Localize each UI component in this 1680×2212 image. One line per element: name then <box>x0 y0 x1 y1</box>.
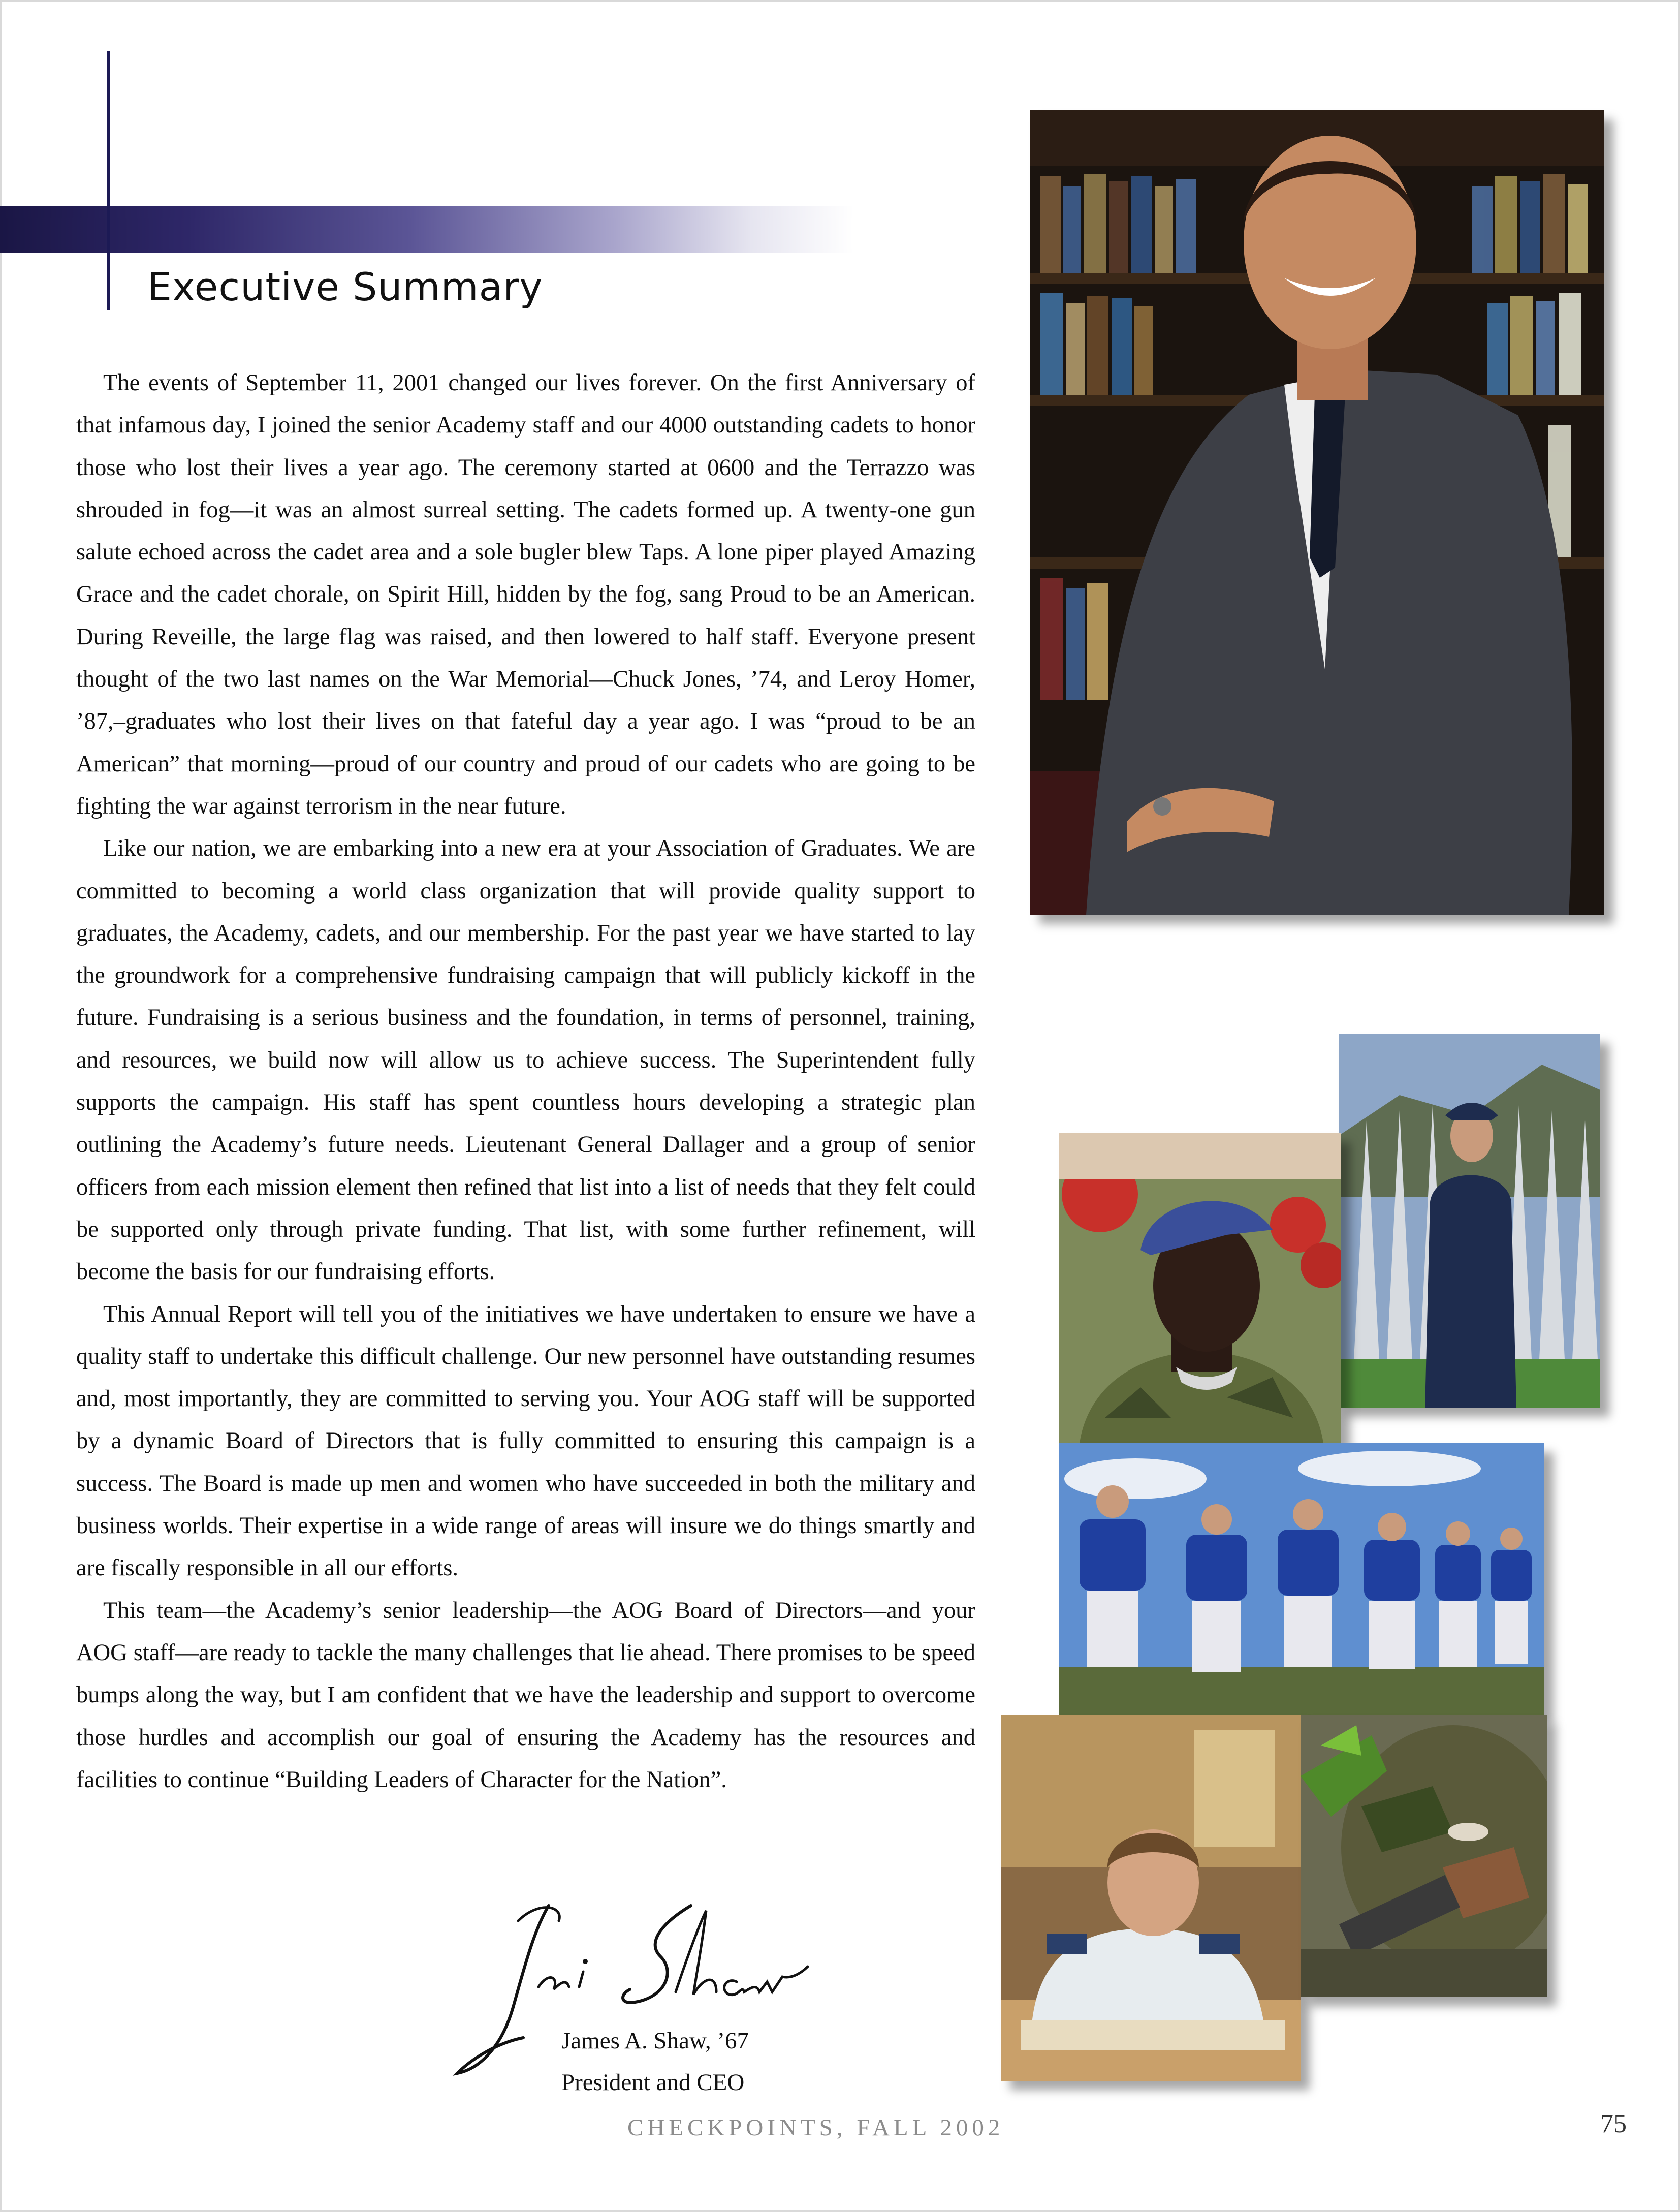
portrait-photo <box>1030 110 1604 915</box>
photo-football-team <box>1059 1443 1544 1715</box>
footer-publication: CHECKPOINTS, FALL 2002 <box>627 2114 1004 2141</box>
paragraph-3: This Annual Report will tell you of the initiatives we have undertaken to ensure we have a quality staff to undertake this difficult challenge. Our new personnel have outstanding resumes and, most importantly, they are committed to serving you. Your AOG staff will be supported by a dynamic Board of Directors that is fully committed to ensuring this campaign is a success. The Board is made up men and women who have succeeded in both the military and business worlds. Their expertise in a wide range of areas will insure we do things smartly and are fiscally responsible in all our efforts. <box>76 1301 975 1581</box>
page-title: Executive Summary <box>147 264 543 309</box>
photo-officer-chapel <box>1339 1034 1600 1408</box>
paragraph-4: This team—the Academy’s senior leadership—the AOG Board of Directors—and your AOG staff—are ready to tackle the many challenges that lie ahead. There promises to be speed bumps along the way, but I am confident that we have the leadership and support to overcome those hurdles and accomplish our goal of ensuring the Academy has the resources and facilities to continue “Building Leaders of Character for the Nation”. <box>76 1597 975 1793</box>
signer-title: President and CEO <box>561 2069 745 2096</box>
signer-block <box>561 2020 749 2103</box>
signer-name: James A. Shaw, ’67 <box>561 2028 749 2054</box>
photo-cadet-beret <box>1059 1133 1341 1443</box>
page-number: 75 <box>1600 2109 1627 2138</box>
paragraph-1: The events of September 11, 2001 changed our lives forever. On the first Anniversary of that infamous day, I joined the senior Academy staff and our 4000 outstanding cadets to honor those who lost their lives a year ago. The ceremony started at 0600 and the Terrazzo was shrouded in fog—it was an almost surreal setting. The cadets formed up. A twenty-one gun salute echoed across the cadet area and a sole bugler blew Taps. A lone piper played Amazing Grace and the cadet chorale, on Spirit Hill, hidden by the fog, sang Proud to be an American. During Reveille, the large flag was raised, and then lowered to half staff. Everyone present thought of the two last names on the War Memorial—Chuck Jones, ’74, and Leroy Homer, ’87,–graduates who lost their lives on that fateful day a year ago. I was “proud to be an American” that morning—proud of our country and proud of our cadets who are going to be fighting the war against terrorism in the near future. <box>76 370 975 819</box>
photo-camouflaged-soldier <box>1301 1715 1547 1997</box>
vertical-rule <box>107 51 110 310</box>
article-body <box>76 362 975 1801</box>
photo-cadet-studying <box>1001 1715 1301 2081</box>
header-gradient-bar <box>0 206 853 253</box>
paragraph-2: Like our nation, we are embarking into a new era at your Association of Graduates. We are committed to becoming a world class organization that will provide quality support to graduates, the Academy, cadets, and our membership. For the past year we have started to lay the groundwork for a comprehensive fundraising campaign that will publicly kickoff in the future. Fundraising is a serious business and the foundation, in terms of personnel, training, and resources, we build now will allow us to achieve success. The Superintendent fully supports the campaign. His staff has spent countless hours developing a strategic plan outlining the Academy’s future needs. Lieutenant General Dallager and a group of senior officers from each mission element then refined that list into a list of needs that they felt could be supported only through private funding. That list, with some further refinement, will become the basis for our fundraising efforts. <box>76 835 975 1285</box>
